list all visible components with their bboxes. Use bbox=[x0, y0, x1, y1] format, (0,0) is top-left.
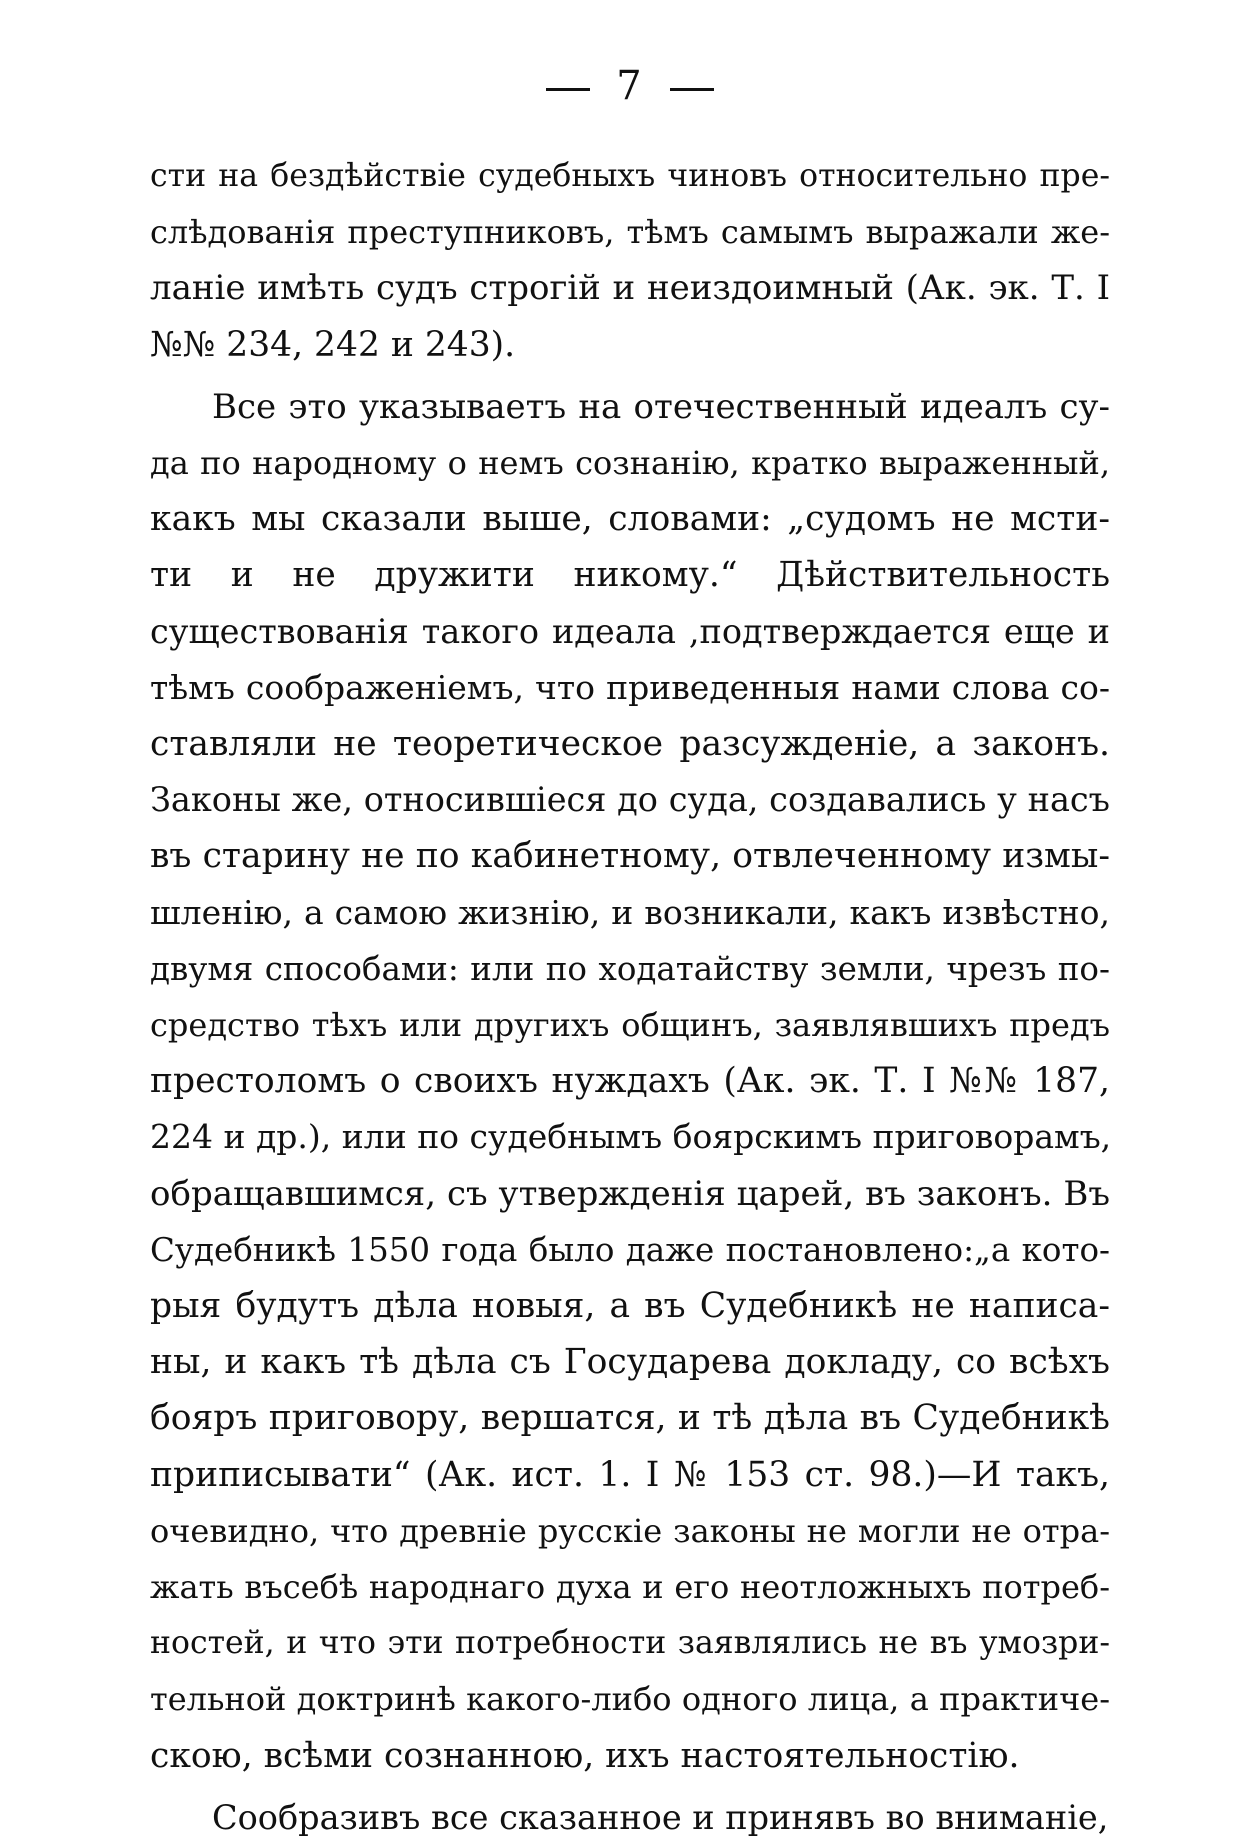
text-line: шленію, а самою жизнію, и возникали, какъ извѣстно, bbox=[150, 892, 1110, 932]
text-line: да по народному о немъ сознанію, кратко выраженный, bbox=[150, 444, 1110, 483]
text-line: ностей, и что эти потребности заявлялись не въ умозри- bbox=[150, 1625, 1110, 1662]
text-line: какъ мы сказали выше, словами: „судомъ не мсти- bbox=[150, 499, 1110, 540]
text-line: Сообразивъ все сказанное и принявъ во вниманіе, bbox=[212, 1797, 1109, 1837]
text-line: въ старину не по кабинетному, отвлеченному измы- bbox=[150, 836, 1110, 877]
text-line: существованія такого идеала ,подтверждается еще и bbox=[150, 611, 1110, 651]
text-line: приписывати“ (Ак. ист. 1. I № 153 ст. 98.)—И такъ, bbox=[150, 1454, 1110, 1495]
text-line: 224 и др.), или по судебнымъ боярскимъ приговорамъ, bbox=[150, 1117, 1112, 1157]
text-line: скою, всѣми сознанною, ихъ настоятельностію. bbox=[150, 1735, 1020, 1776]
right-dash bbox=[670, 88, 714, 91]
text-line: Судебникѣ 1550 года было даже постановлено:„а кото- bbox=[150, 1230, 1110, 1269]
paragraph-1 bbox=[150, 148, 1110, 373]
text-line: жать въсебѣ народнаго духа и его неотложныхъ потреб- bbox=[150, 1568, 1110, 1607]
text-line: очевидно, что древніе русскіе законы не могли не отра- bbox=[150, 1511, 1110, 1550]
text-line: тельной доктринѣ какого-либо одного лица, а практиче- bbox=[150, 1680, 1110, 1719]
paragraph-3 bbox=[150, 1790, 1110, 1846]
page-number: 7 bbox=[616, 63, 644, 109]
left-dash bbox=[546, 88, 590, 91]
text-line: рыя будутъ дѣла новыя, а въ Судебникѣ не написа- bbox=[150, 1286, 1110, 1327]
text-line: ти и не дружити никому.“ Дѣйствительность bbox=[150, 555, 1110, 596]
document-page bbox=[150, 40, 1110, 1846]
text-line: слѣдованія преступниковъ, тѣмъ самымъ выражали же- bbox=[150, 213, 1110, 252]
paragraph-2 bbox=[150, 379, 1110, 1784]
text-line: ставляли не теоретическое разсужденіе, а законъ. bbox=[150, 724, 1110, 765]
page-number-header bbox=[150, 63, 1110, 109]
text-line: Законы же, относившіеся до суда, создавались у насъ bbox=[150, 780, 1110, 820]
text-line: обращавшимся, съ утвержденія царей, въ законъ. Въ bbox=[150, 1173, 1110, 1214]
text-line: ланіе имѣть судъ строгій и неиздоимный (Ак. эк. Т. I bbox=[150, 268, 1110, 309]
text-line: №№ 234, 242 и 243). bbox=[150, 324, 516, 365]
text-line: двумя способами: или по ходатайству земли, чрезъ по- bbox=[150, 949, 1110, 988]
text-line: бояръ приговору, вершатся, и тѣ дѣла въ Судебникѣ bbox=[150, 1398, 1110, 1439]
text-line: сти на бездѣйствіе судебныхъ чиновъ относительно пре- bbox=[150, 158, 1110, 194]
text-line: престоломъ о своихъ нуждахъ (Ак. эк. Т. I №№ 187, bbox=[150, 1061, 1110, 1102]
text-line: Все это указываетъ на отечественный идеалъ су- bbox=[212, 386, 1110, 427]
text-line: ны, и какъ тѣ дѣла съ Государева докладу, со всѣхъ bbox=[150, 1342, 1110, 1383]
text-line: средство тѣхъ или другихъ общинъ, заявлявшихъ предъ bbox=[150, 1006, 1110, 1045]
text-line: тѣмъ соображеніемъ, что приведенныя нами слова со- bbox=[150, 667, 1110, 707]
